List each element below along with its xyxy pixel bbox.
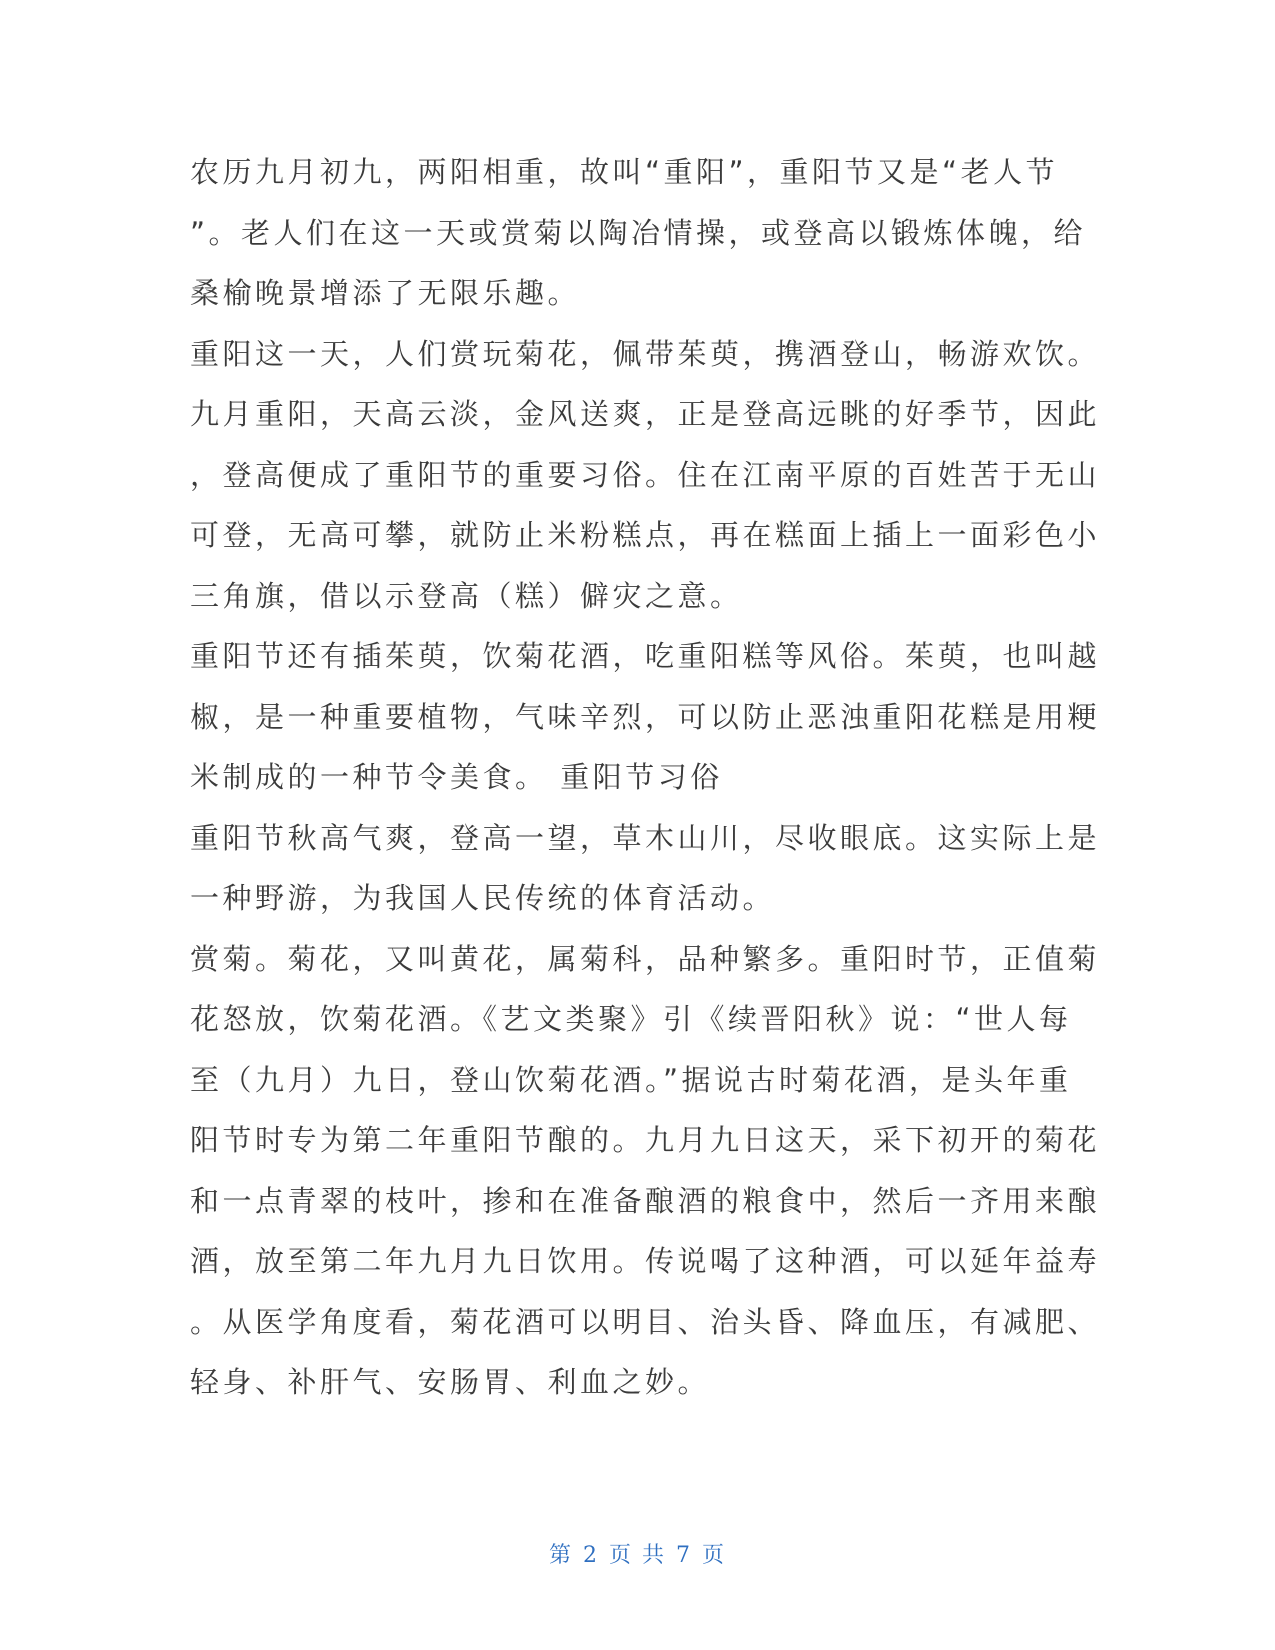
footer-middle: 页 共 xyxy=(609,1543,666,1568)
text-line-13: 一种野游，为我国人民传统的体育活动。 xyxy=(190,881,776,915)
current-page-number: 2 xyxy=(583,1543,599,1568)
text-line-18: 和一点青翠的枝叶，掺和在准备酿酒的粮食中，然后一齐用来酿 xyxy=(190,1183,1101,1218)
text-line-12: 重阳节秋高气爽，登高一望，草木山川，尽收眼底。这实际上是 xyxy=(190,820,1101,855)
text-line-1: 农历九月初九，两阳相重，故叫“重阳”，重阳节又是“老人节 xyxy=(190,155,1059,189)
text-line-21: 轻身、补肝气、安肠胃、利血之妙。 xyxy=(190,1365,711,1399)
text-line-8: 三角旗，借以示登高（糕）僻灾之意。 xyxy=(190,578,743,613)
text-line-2: ”。老人们在这一天或赏菊以陶冶情操，或登高以锻炼体魄，给 xyxy=(190,215,1087,250)
text-line-14: 赏菊。菊花，又叫黄花，属菊科，品种繁多。重阳时节，正值菊 xyxy=(190,941,1101,976)
text-line-19: 酒，放至第二年九月九日饮用。传说喝了这种酒，可以延年益寿 xyxy=(190,1244,1101,1278)
footer-suffix: 页 xyxy=(702,1543,727,1568)
text-line-15: 花怒放，饮菊花酒。《艺文类聚》引《续晋阳秋》说：“世人每 xyxy=(190,1002,1072,1036)
text-line-3: 桑榆晚景增添了无限乐趣。 xyxy=(190,276,581,310)
text-line-6: ，登高便成了重阳节的重要习俗。住在江南平原的百姓苦于无山 xyxy=(190,457,1101,492)
text-line-20: 。从医学角度看，菊花酒可以明目、治头昏、降血压，有减肥、 xyxy=(190,1304,1101,1339)
text-line-17: 阳节时专为第二年重阳节酿的。九月九日这天，采下初开的菊花 xyxy=(190,1123,1101,1157)
text-line-16: 至（九月）九日，登山饮菊花酒。”据说古时菊花酒，是头年重 xyxy=(190,1062,1072,1097)
text-line-7: 可登，无高可攀，就防止米粉糕点，再在糕面上插上一面彩色小 xyxy=(190,518,1101,552)
text-line-4: 重阳这一天，人们赏玩菊花，佩带茱萸，携酒登山，畅游欢饮。 xyxy=(190,336,1101,371)
text-line-10: 椒，是一种重要植物，气味辛烈，可以防止恶浊重阳花糕是用粳 xyxy=(190,699,1101,734)
text-line-9: 重阳节还有插茱萸，饮菊花酒，吃重阳糕等风俗。茱萸，也叫越 xyxy=(190,639,1101,673)
footer-prefix: 第 xyxy=(548,1543,573,1568)
text-line-11: 米制成的一种节令美食。 重阳节习俗 xyxy=(190,760,723,794)
total-pages-number: 7 xyxy=(676,1543,692,1568)
text-line-5: 九月重阳，天高云淡，金风送爽，正是登高远眺的好季节，因此 xyxy=(190,397,1101,431)
document-body xyxy=(190,142,1101,1413)
page-footer xyxy=(0,1538,1275,1569)
